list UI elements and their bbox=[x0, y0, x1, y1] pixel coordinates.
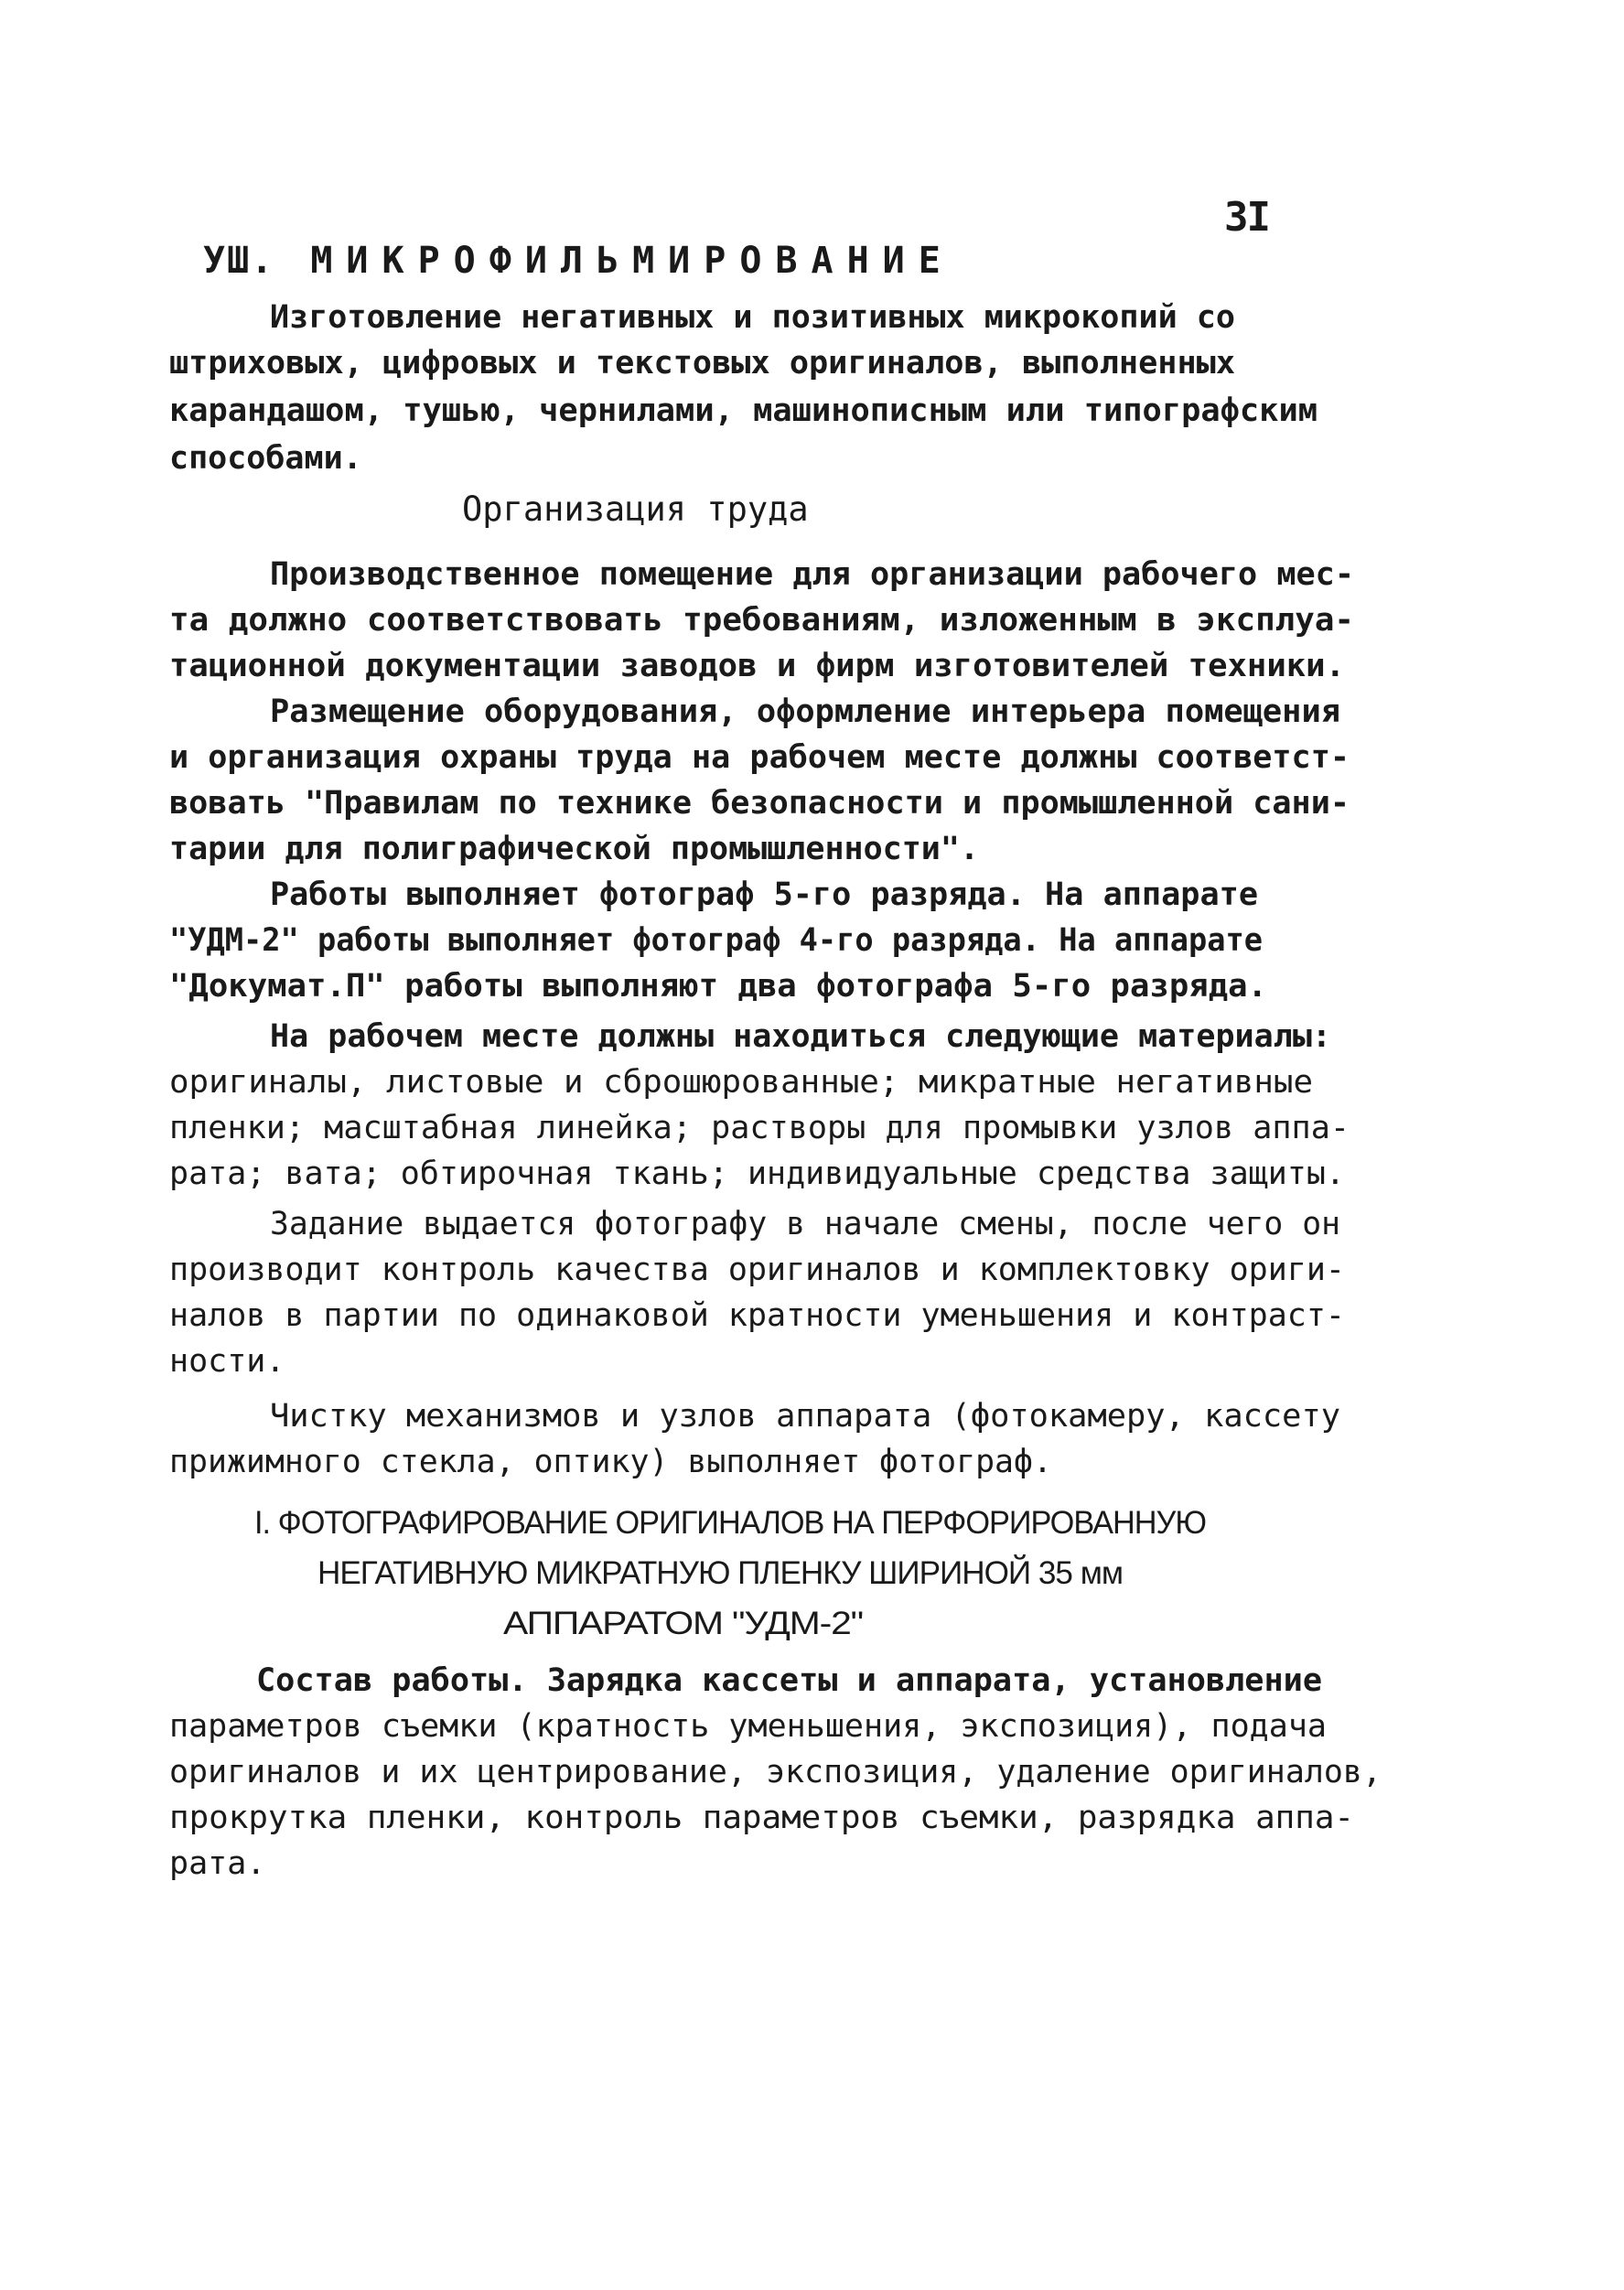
work-line: параметров съемки (кратность уменьшения, экспозиция), подача bbox=[169, 1708, 1328, 1745]
sub-heading: Организация труда bbox=[462, 489, 809, 529]
body-line: "Докумат.П" работы выполняют два фотографа 5-го разряда. bbox=[169, 968, 1267, 1005]
body-line: пленки; масштабная линейка; растворы для промывки узлов аппа- bbox=[169, 1110, 1350, 1146]
work-line: прокрутка пленки, контроль параметров съемки, разрядка аппа- bbox=[169, 1800, 1354, 1836]
body-line: "УДМ-2" работы выполняет фотограф 4-го разряда. На аппарате bbox=[169, 922, 1263, 959]
body-line: тарии для полиграфической промышленности". bbox=[169, 831, 980, 867]
body-line: прижимного стекла, оптику) выполняет фотограф. bbox=[169, 1444, 1052, 1480]
body-line: Размещение оборудования, оформление интерьера помещения bbox=[270, 693, 1340, 730]
section-number: УШ. bbox=[203, 240, 275, 282]
subsection-heading-line: АППАРАТОМ "УДМ-2" bbox=[503, 1606, 863, 1641]
subsection-heading-line: НЕГАТИВНУЮ МИКРАТНУЮ ПЛЕНКУ ШИРИНОЙ 35 мм bbox=[317, 1555, 1123, 1591]
work-line: Состав работы. Зарядка кассеты и аппарата, установление bbox=[256, 1662, 1322, 1699]
work-line: рата. bbox=[169, 1845, 266, 1882]
body-line: Задание выдается фотографу в начале смены, после чего он bbox=[270, 1206, 1340, 1242]
body-line: налов в партии по одинаковой кратности уменьшения и контраст- bbox=[169, 1297, 1345, 1334]
body-line: и организация охраны труда на рабочем месте должны соответст- bbox=[169, 739, 1350, 776]
section-title-text: МИКРОФИЛЬМИРОВАНИЕ bbox=[310, 240, 954, 282]
body-line: вовать "Правилам по технике безопасности и промышленной сани- bbox=[169, 785, 1350, 822]
body-line: ности. bbox=[169, 1343, 285, 1380]
body-line: На рабочем месте должны находиться следующие материалы: bbox=[270, 1018, 1331, 1055]
intro-line: карандашом, тушью, чернилами, машинописным или типографским bbox=[169, 392, 1317, 429]
intro-line: Изготовление негативных и позитивных микрокопий со bbox=[270, 299, 1235, 336]
intro-line: штриховых, цифровых и текстовых оригиналов, выполненных bbox=[169, 345, 1235, 382]
body-line: та должно соответствовать требованиям, изложенным в эксплуа- bbox=[169, 602, 1354, 639]
subsection-heading-line: I. ФОТОГРАФИРОВАНИЕ ОРИГИНАЛОВ НА ПЕРФОРИРОВАННУЮ bbox=[254, 1505, 1206, 1541]
body-line: Чистку механизмов и узлов аппарата (фотокамеру, кассету bbox=[270, 1398, 1340, 1435]
intro-line: способами. bbox=[169, 440, 362, 477]
page-number: 3I bbox=[1224, 194, 1269, 241]
body-line: оригиналы, листовые и сброшюрованные; микратные негативные bbox=[169, 1064, 1313, 1101]
body-line: Работы выполняет фотограф 5-го разряда. На аппарате bbox=[270, 876, 1258, 913]
section-title bbox=[203, 240, 954, 282]
body-line: Производственное помещение для организации рабочего мес- bbox=[270, 556, 1354, 593]
body-line: производит контроль качества оригиналов и комплектовку ориги- bbox=[169, 1252, 1345, 1288]
body-line: рата; вата; обтирочная ткань; индивидуальные средства защиты. bbox=[169, 1156, 1345, 1192]
work-line: оригиналов и их центрирование, экспозиция, удаление оригиналов, bbox=[169, 1754, 1382, 1790]
body-line: тационной документации заводов и фирм изготовителей техники. bbox=[169, 648, 1345, 684]
